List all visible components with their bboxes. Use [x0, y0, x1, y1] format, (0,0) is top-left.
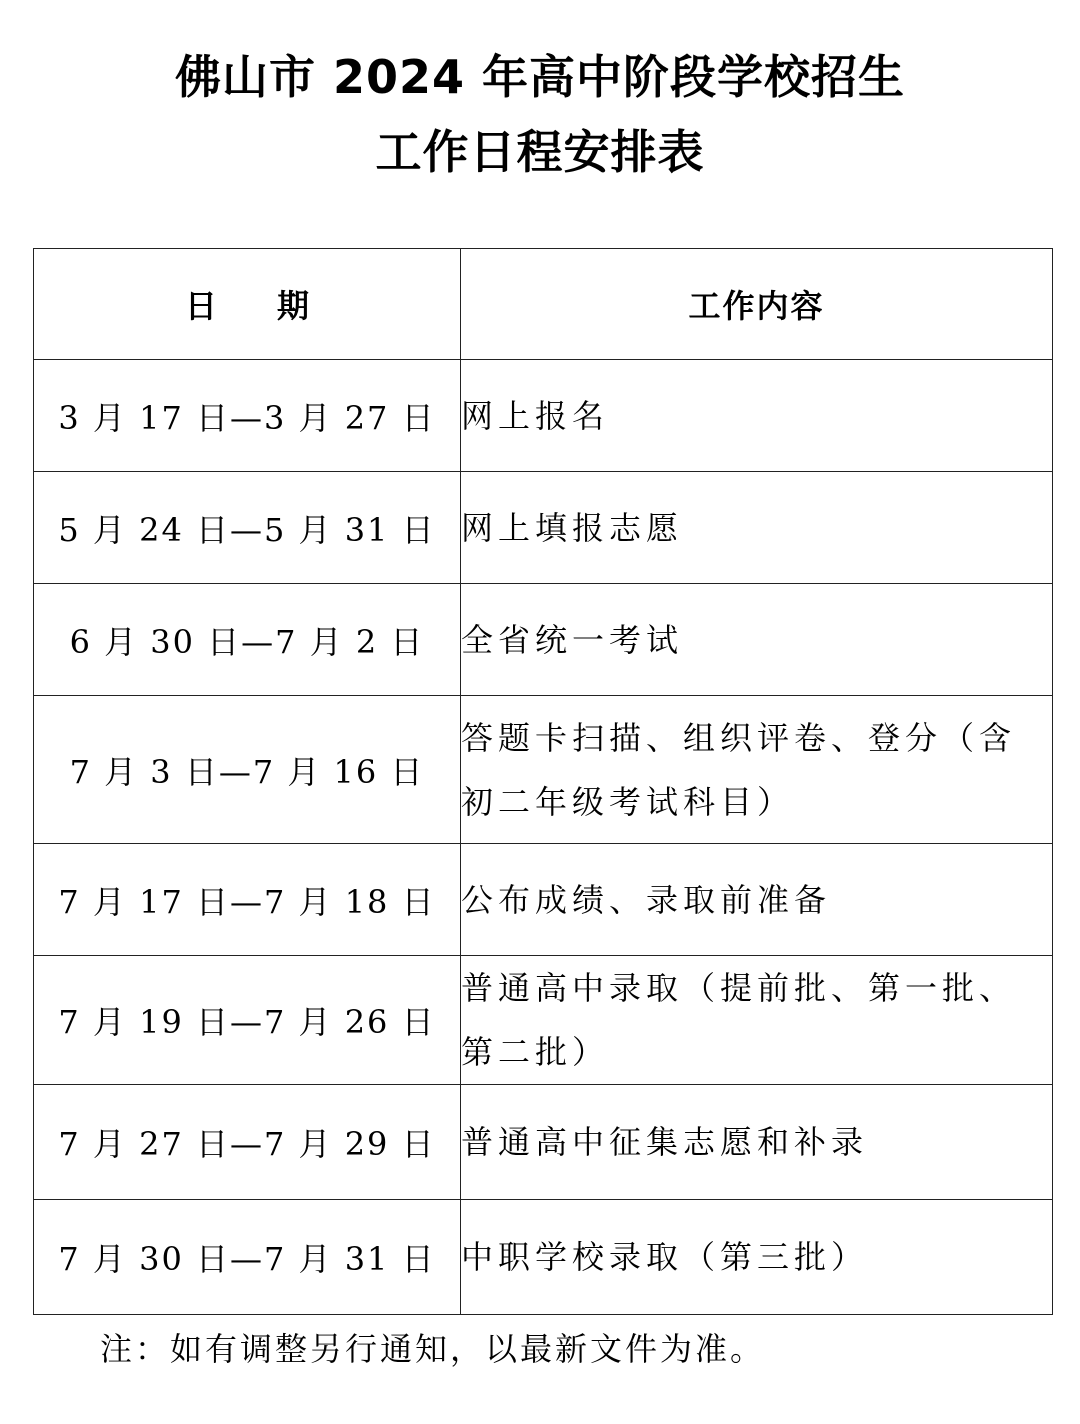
header-task: 工作内容	[461, 249, 1053, 360]
row-task: 网上填报志愿	[461, 472, 1053, 584]
row-date: 5 月 24 日—5 月 31 日	[34, 472, 461, 584]
row-task: 答题卡扫描、组织评卷、登分（含初二年级考试科目）	[461, 696, 1053, 844]
row-date: 3 月 17 日—3 月 27 日	[34, 360, 461, 472]
table-header-row	[34, 249, 1053, 360]
row-task: 全省统一考试	[461, 584, 1053, 696]
row-date: 6 月 30 日—7 月 2 日	[34, 584, 461, 696]
row-task: 普通高中征集志愿和补录	[461, 1085, 1053, 1200]
document-title-line-2: 工作日程安排表	[375, 125, 705, 179]
row-date: 7 月 30 日—7 月 31 日	[34, 1200, 461, 1315]
row-date: 7 月 19 日—7 月 26 日	[34, 956, 461, 1085]
table-row	[34, 1085, 1053, 1200]
table-row	[34, 696, 1053, 844]
row-task: 普通高中录取（提前批、第一批、第二批）	[461, 956, 1053, 1085]
row-date: 7 月 17 日—7 月 18 日	[34, 844, 461, 956]
table-row	[34, 844, 1053, 956]
row-date: 7 月 3 日—7 月 16 日	[34, 696, 461, 844]
header-date: 日期	[34, 249, 461, 360]
row-task: 公布成绩、录取前准备	[461, 844, 1053, 956]
row-date: 7 月 27 日—7 月 29 日	[34, 1085, 461, 1200]
table-row	[34, 1200, 1053, 1315]
table-row	[34, 360, 1053, 472]
document-title-line-1: 佛山市 2024 年高中阶段学校招生	[174, 50, 906, 104]
schedule-table	[33, 248, 1053, 1315]
footnote: 注：如有调整另行通知，以最新文件为准。	[100, 1330, 766, 1368]
table-row	[34, 472, 1053, 584]
table-row	[34, 584, 1053, 696]
table-row	[34, 956, 1053, 1085]
row-task: 中职学校录取（第三批）	[461, 1200, 1053, 1315]
row-task: 网上报名	[461, 360, 1053, 472]
